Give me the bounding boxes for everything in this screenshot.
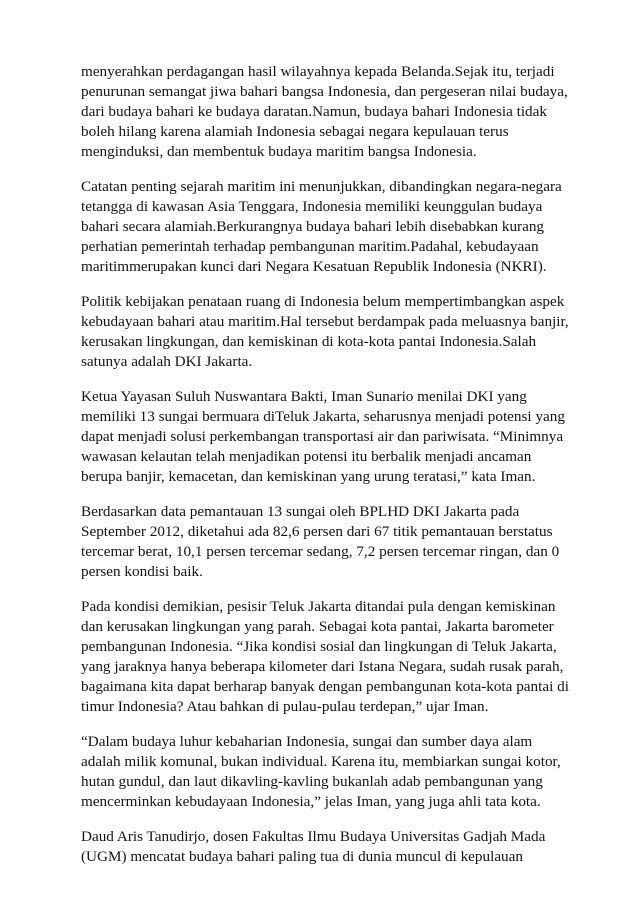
text-line: memiliki 13 sungai bermuara diTeluk Jakarta, seharusnya menjadi potensi yang (81, 408, 565, 425)
text-line: dari budaya bahari ke budaya daratan.Namun, budaya bahari Indonesia tidak (81, 103, 547, 120)
text-line: mencerminkan kebudayaan Indonesia,” jelas Iman, yang juga ahli tata kota. (81, 793, 541, 810)
text-line: hutan gundul, dan laut dikavling-kavling bukanlah adab pembangunan yang (81, 773, 543, 790)
text-line: persen kondisi baik. (81, 563, 203, 580)
text-line: Catatan penting sejarah maritim ini menunjukkan, dibandingkan negara-negara (81, 178, 562, 195)
text-line: adalah milik komunal, bukan individual. Karena itu, membiarkan sungai kotor, (81, 753, 561, 770)
text-line: September 2012, diketahui ada 82,6 persen dari 67 titik pemantauan berstatus (81, 523, 553, 540)
paragraph (81, 177, 571, 277)
paragraph (81, 387, 571, 487)
text-line: dan kerusakan lingkungan yang parah. Sebagai kota pantai, Jakarta barometer (81, 618, 554, 635)
text-line: tetangga di kawasan Asia Tenggara, Indonesia memiliki keunggulan budaya (81, 198, 543, 215)
text-line: timur Indonesia? Atau bahkan di pulau-pulau terdepan,” ujar Iman. (81, 698, 489, 715)
text-line: pembangunan Indonesia. “Jika kondisi sosial dan lingkungan di Teluk Jakarta, (81, 638, 557, 655)
text-line: Pada kondisi demikian, pesisir Teluk Jakarta ditandai pula dengan kemiskinan (81, 598, 556, 615)
text-line: kerusakan lingkungan, dan kemiskinan di kota-kota pantai Indonesia.Salah (81, 333, 537, 350)
paragraph (81, 732, 571, 812)
text-line: Berdasarkan data pemantauan 13 sungai oleh BPLHD DKI Jakarta pada (81, 503, 520, 520)
paragraph (81, 62, 571, 162)
text-line: maritimmerupakan kunci dari Negara Kesatuan Republik Indonesia (NKRI). (81, 258, 547, 275)
text-line: bagaimana kita dapat berharap banyak dengan pembangunan kota-kota pantai di (81, 678, 569, 695)
paragraph (81, 597, 571, 717)
text-line: Politik kebijakan penataan ruang di Indonesia belum mempertimbangkan aspek (81, 293, 565, 310)
text-line: menyerahkan perdagangan hasil wilayahnya kepada Belanda.Sejak itu, terjadi (81, 63, 555, 80)
text-line: Daud Aris Tanudirjo, dosen Fakultas Ilmu Budaya Universitas Gadjah Mada (81, 828, 546, 845)
paragraph (81, 827, 571, 867)
text-line: dapat menjadi solusi perkembangan transportasi air dan pariwisata. “Minimnya (81, 428, 564, 445)
text-line: boleh hilang karena alamiah Indonesia sebagai negara kepulauan terus (81, 123, 509, 140)
text-line: penurunan semangat jiwa bahari bangsa Indonesia, dan pergeseran nilai budaya, (81, 83, 568, 100)
text-line: berupa banjir, kemacetan, dan kemiskinan yang urung teratasi,” kata Iman. (81, 468, 536, 485)
text-line: tercemar berat, 10,1 persen tercemar sedang, 7,2 persen tercemar ringan, dan 0 (81, 543, 560, 560)
text-line: satunya adalah DKI Jakarta. (81, 353, 253, 370)
text-line: Ketua Yayasan Suluh Nuswantara Bakti, Iman Sunario menilai DKI yang (81, 388, 527, 405)
text-line: bahari secara alamiah.Berkurangnya budaya bahari lebih disebabkan kurang (81, 218, 545, 235)
document-page (81, 62, 571, 882)
text-line: perhatian pemerintah terhadap pembangunan maritim.Padahal, kebudayaan (81, 238, 539, 255)
text-line: kebudayaan bahari atau maritim.Hal tersebut berdampak pada meluasnya banjir, (81, 313, 569, 330)
paragraph (81, 292, 571, 372)
text-line: (UGM) mencatat budaya bahari paling tua di dunia muncul di kepulauan (81, 848, 523, 865)
text-line: wawasan kelautan telah menjadikan potensi itu berbalik menjadi ancaman (81, 448, 532, 465)
text-line: yang jaraknya hanya beberapa kilometer dari Istana Negara, sudah rusak parah, (81, 658, 564, 675)
paragraph (81, 502, 571, 582)
text-line: “Dalam budaya luhur kebaharian Indonesia, sungai dan sumber daya alam (81, 733, 533, 750)
text-line: menginduksi, dan membentuk budaya maritim bangsa Indonesia. (81, 143, 477, 160)
